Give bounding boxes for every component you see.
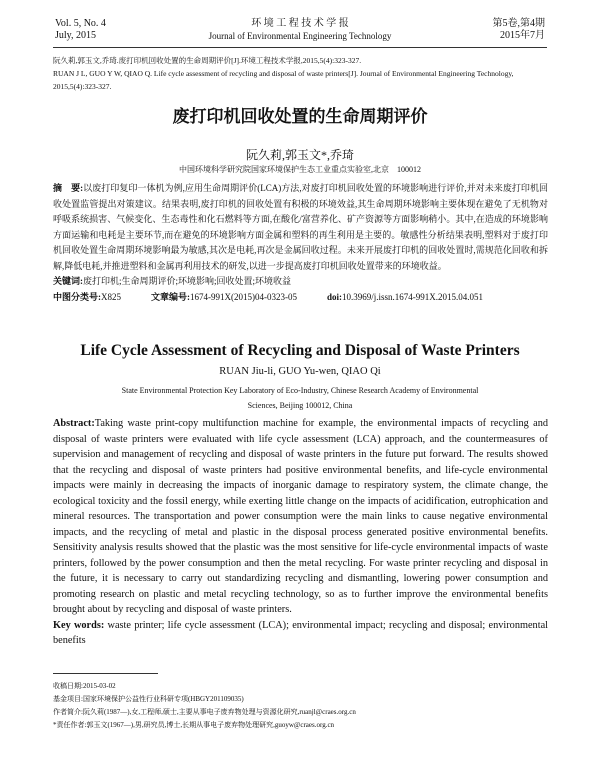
classification-line: 中图分类号:X825 文章编号:1674-991X(2015)04-0323-05 doi:10.3969/j.issn.1674-991X.2015.04.051 (53, 291, 484, 302)
affiliation-en: State Environmental Protection Key Laboratory of Eco-Industry, Chinese Research Academy of Environmental Sciences, Beijing 100012, China (121, 386, 479, 410)
abstract-en-label: Abstract: (53, 418, 95, 429)
running-header (53, 18, 547, 48)
title-cn: 废打印机回收处置的生命周期评价 (172, 107, 428, 127)
volume-cn: 第5卷,第4期 (492, 18, 545, 29)
footnotes (53, 680, 548, 732)
footnote-author-bio: 作者简介:阮久莉(1987—),女,工程师,硕士,主要从事电子废弃物处理与资源化研究,ruanjl@craes.org.cn (53, 708, 356, 716)
abstract-cn-block (53, 181, 548, 305)
citation (53, 54, 548, 93)
keywords-cn: 关键词:废打印机;生命周期评价;环境影响;回收处置;环境收益 (53, 276, 292, 286)
authors-cn: 阮久莉,郭玉文*,乔琦 (245, 148, 354, 162)
date-cn: 2015年7月 (500, 30, 545, 41)
abstract-cn-label: 摘 要: (53, 183, 84, 193)
citation-cn: 阮久莉,郭玉文,乔琦.废打印机回收处置的生命周期评价[J].环境工程技术学报,2015,5(4):323-327. (53, 56, 362, 65)
footnote-funding: 基金项目:国家环境保护公益性行业科研专项(HBGY201109035) (53, 695, 244, 703)
keywords-en: Key words: waste printer; life cycle assessment (LCA); environmental impact; recycling and disposal; environmental benefits (53, 619, 548, 646)
footnote-corresponding: *责任作者:郭玉文(1967—),男,研究员,博士,长期从事电子废弃物处理研究,guoyw@craes.org.cn (53, 721, 335, 729)
date-en: July, 2015 (55, 30, 97, 41)
affiliation-cn: 中国环境科学研究院国家环境保护生态工业重点实验室,北京 100012 (179, 165, 421, 174)
abstract-cn: 摘 要:以废打印复印一体机为例,应用生命周期评价(LCA)方法,对废打印机回收处置的环境影响进行评价,并对未来废打印机回收处置监管提出对策建议。结果表明,废打印机的回收处置有积极的环境效益,其生命周期环境影响主要体现在避免了无机物对呼吸系统损害、气候变化、生态毒性和化石燃料等方面,在酸化/富营养化、矿产资源等方面影响稍小。其中,在造成的环境影响方面运输和电耗是主要环节,而在避免的环境影响方面金属和塑料的再生利用是主要的。敏感性分析结果表明,塑料对于废打印机回收处置生命周期环境影响最为敏感,其次是电耗,再次是金属回收过程。未来开展废打印机的回收处置时,需规范化回收和拆解,降低电耗,并推进塑料和金属再利用技术的研发,以进一步提高废打印机回收处置带来的环境收益。 (53, 183, 548, 271)
footnote-received: 收稿日期:2015-03-02 (53, 682, 116, 690)
abstract-en-block (53, 416, 548, 649)
journal-name-cn: 环 境 工 程 技 术 学 报 (251, 18, 349, 29)
citation-en: RUAN J L, GUO Y W, QIAO Q. Life cycle assessment of recycling and disposal of waste printers[J]. Journal of Environmental Engineering Technology, 2015,5(4):323-327. (53, 69, 514, 91)
volume-en: Vol. 5, No. 4 (55, 18, 106, 29)
journal-name-en: Journal of Environmental Engineering Technology (208, 31, 392, 41)
footnote-rule (53, 673, 158, 674)
title-en: Life Cycle Assessment of Recycling and Disposal of Waste Printers (80, 342, 520, 359)
authors-en: RUAN Jiu-li, GUO Yu-wen, QIAO Qi (219, 366, 381, 377)
abstract-en: Abstract:Taking waste print-copy multifunction machine for example, the environmental impacts of recycling and disposal of waste printers were evaluated with life cycle assessment (LCA) approach, and the countermeasures of supervision and management of recycling and disposal of waste printers in the future put forward. The results showed that the recycling and disposal of waste printers had positive environmental benefits, and life-cycle environmental impacts were mainly in decreasing the impacts of inorganic damage to respiratory system, the climate change, the ecological toxicity and the fossil energy, while exerting little change on the impacts of acidification, eutrophication and mineral resources. The transportation and power consumption were the main links to cause negative environmental impacts, and the recycling of metal and plastic in the disposal process generated positive environmental benefits. Sensitivity analysis results showed that the plastic was the most sensitive for life-cycle environmental impacts of waste printers, followed by the power consumption and then the metal recycling. For waste printer recycling and disposal in the future, it is necessary to carry out standardizing recycling and dismantling, lowering power consumption and promoting research on plastic and metal recycling technology, so as to further improve the environmental benefits brought about by recycling and disposal of waste printers. (53, 418, 548, 615)
